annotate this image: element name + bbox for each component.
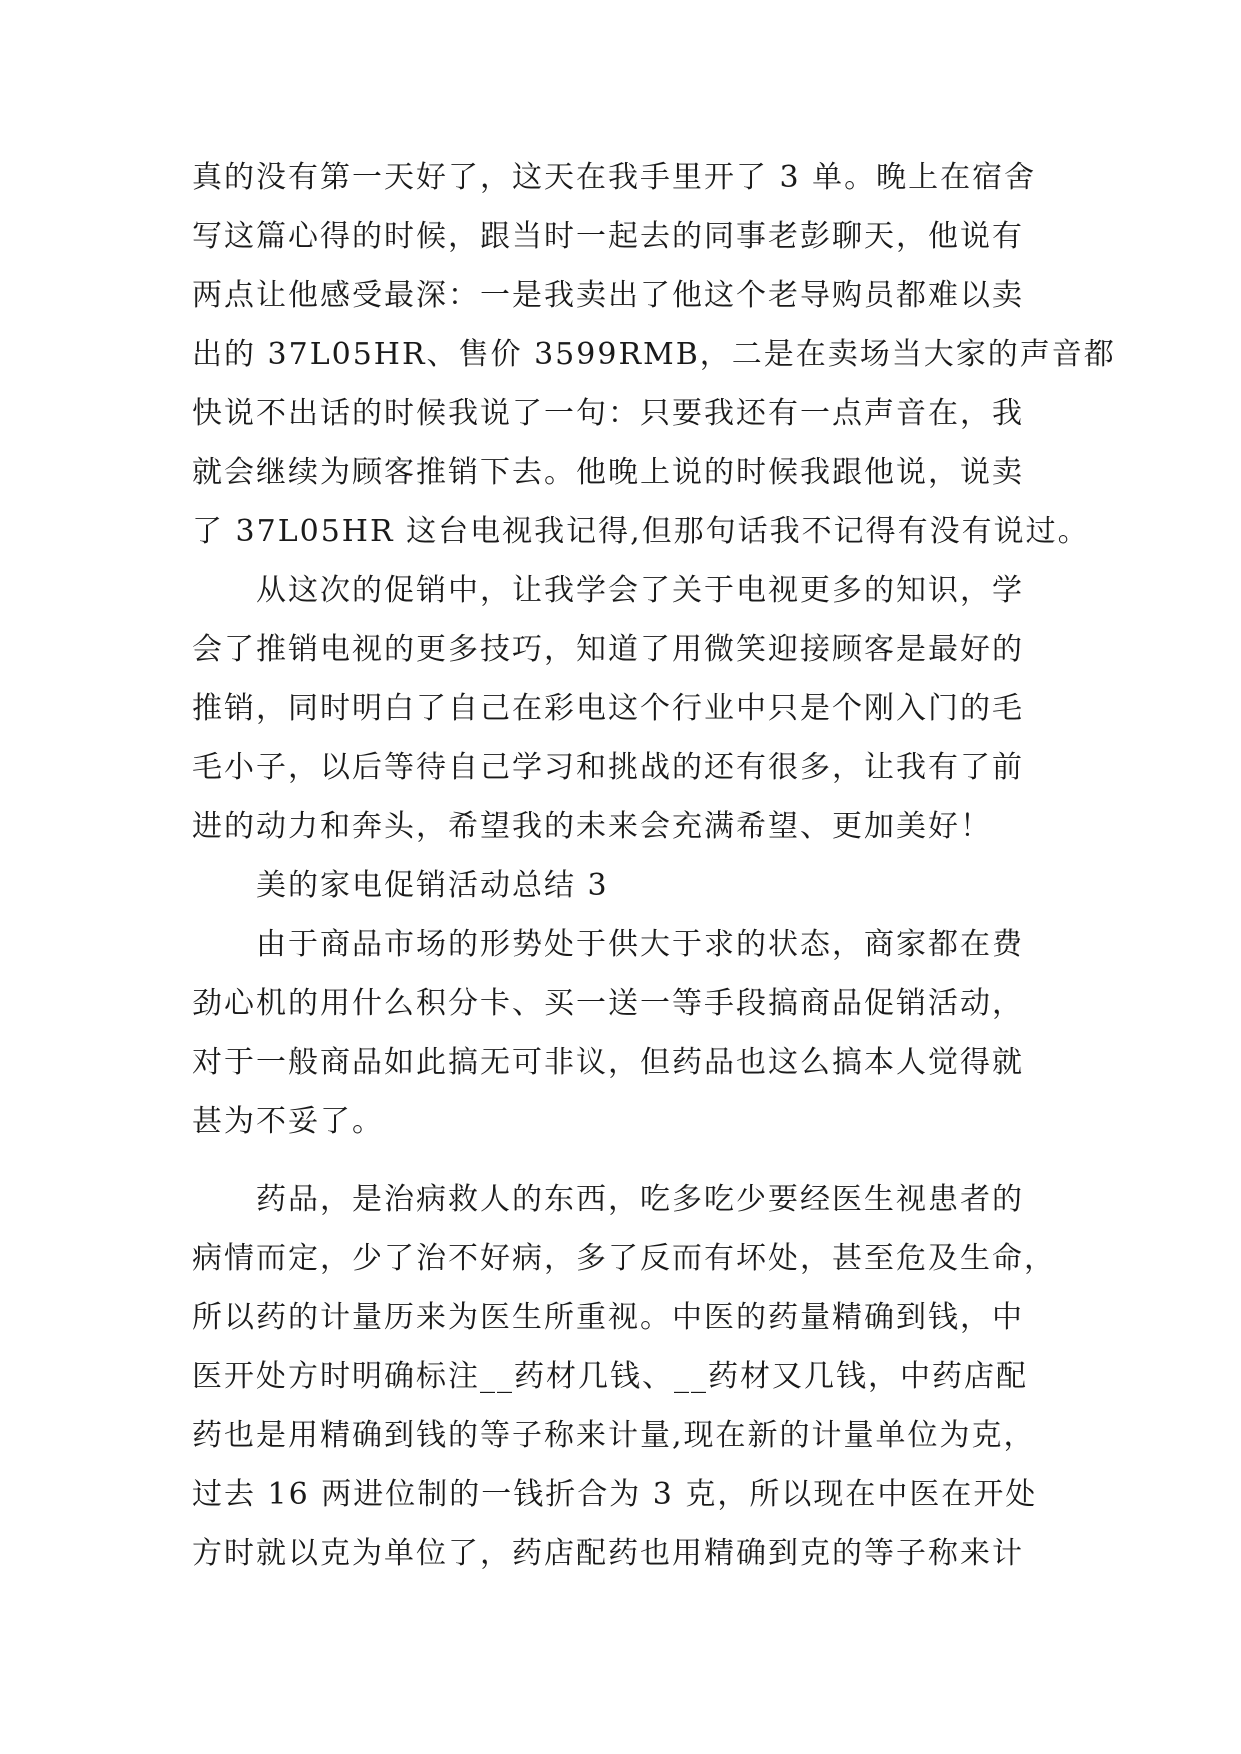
document-body [192,148,1116,1583]
text-line: 会了推销电视的更多技巧，知道了用微笑迎接顾客是最好的 [192,632,1024,667]
text-line: 了 37L05HR 这台电视我记得,但那句话我不记得有没有说过。 [192,514,1090,549]
text-line: 推销，同时明白了自己在彩电这个行业中只是个刚入门的毛 [192,691,1024,726]
text-line: 甚为不妥了。 [192,1104,384,1139]
text-line: 就会继续为顾客推销下去。他晚上说的时候我跟他说，说卖 [192,455,1024,490]
text-line: 毛小子，以后等待自己学习和挑战的还有很多，让我有了前 [192,750,1024,785]
text-line: 进的动力和奔头，希望我的未来会充满希望、更加美好！ [192,809,992,844]
text-line: 劲心机的用什么积分卡、买一送一等手段搞商品促销活动， [192,986,1024,1021]
paragraph-gap [192,1151,1052,1170]
paragraph-start-line: 药品，是治病救人的东西，吃多吃少要经医生视患者的 [192,1182,1024,1217]
text-line: 方时就以克为单位了，药店配药也用精确到克的等子称来计 [192,1536,1024,1571]
text-line: 过去 16 两进位制的一钱折合为 3 克，所以现在中医在开处 [192,1477,1038,1512]
text-line: 对于一般商品如此搞无可非议，但药品也这么搞本人觉得就 [192,1045,1024,1080]
section-heading: 美的家电促销活动总结 3 [192,868,609,903]
text-line: 写这篇心得的时候，跟当时一起去的同事老彭聊天，他说有 [192,219,1024,254]
text-line: 快说不出话的时候我说了一句：只要我还有一点声音在，我 [192,396,1024,431]
text-line: 药也是用精确到钱的等子称来计量,现在新的计量单位为克， [192,1418,1036,1453]
text-line: 所以药的计量历来为医生所重视。中医的药量精确到钱，中 [192,1300,1024,1335]
text-line: 出的 37L05HR、售价 3599RMB，二是在卖场当大家的声音都 [192,337,1116,372]
paragraph-start-line: 由于商品市场的形势处于供大于求的状态，商家都在费 [192,927,1024,962]
text-line: 真的没有第一天好了，这天在我手里开了 3 单。晚上在宿舍 [192,160,1037,195]
text-line: 病情而定，少了治不好病，多了反而有坏处，甚至危及生命， [192,1241,1056,1276]
text-line: 两点让他感受最深：一是我卖出了他这个老导购员都难以卖 [192,278,1024,313]
text-line: 医开处方时明确标注__药材几钱、__药材又几钱，中药店配 [192,1359,1028,1394]
paragraph-start-line: 从这次的促销中，让我学会了关于电视更多的知识，学 [192,573,1024,608]
